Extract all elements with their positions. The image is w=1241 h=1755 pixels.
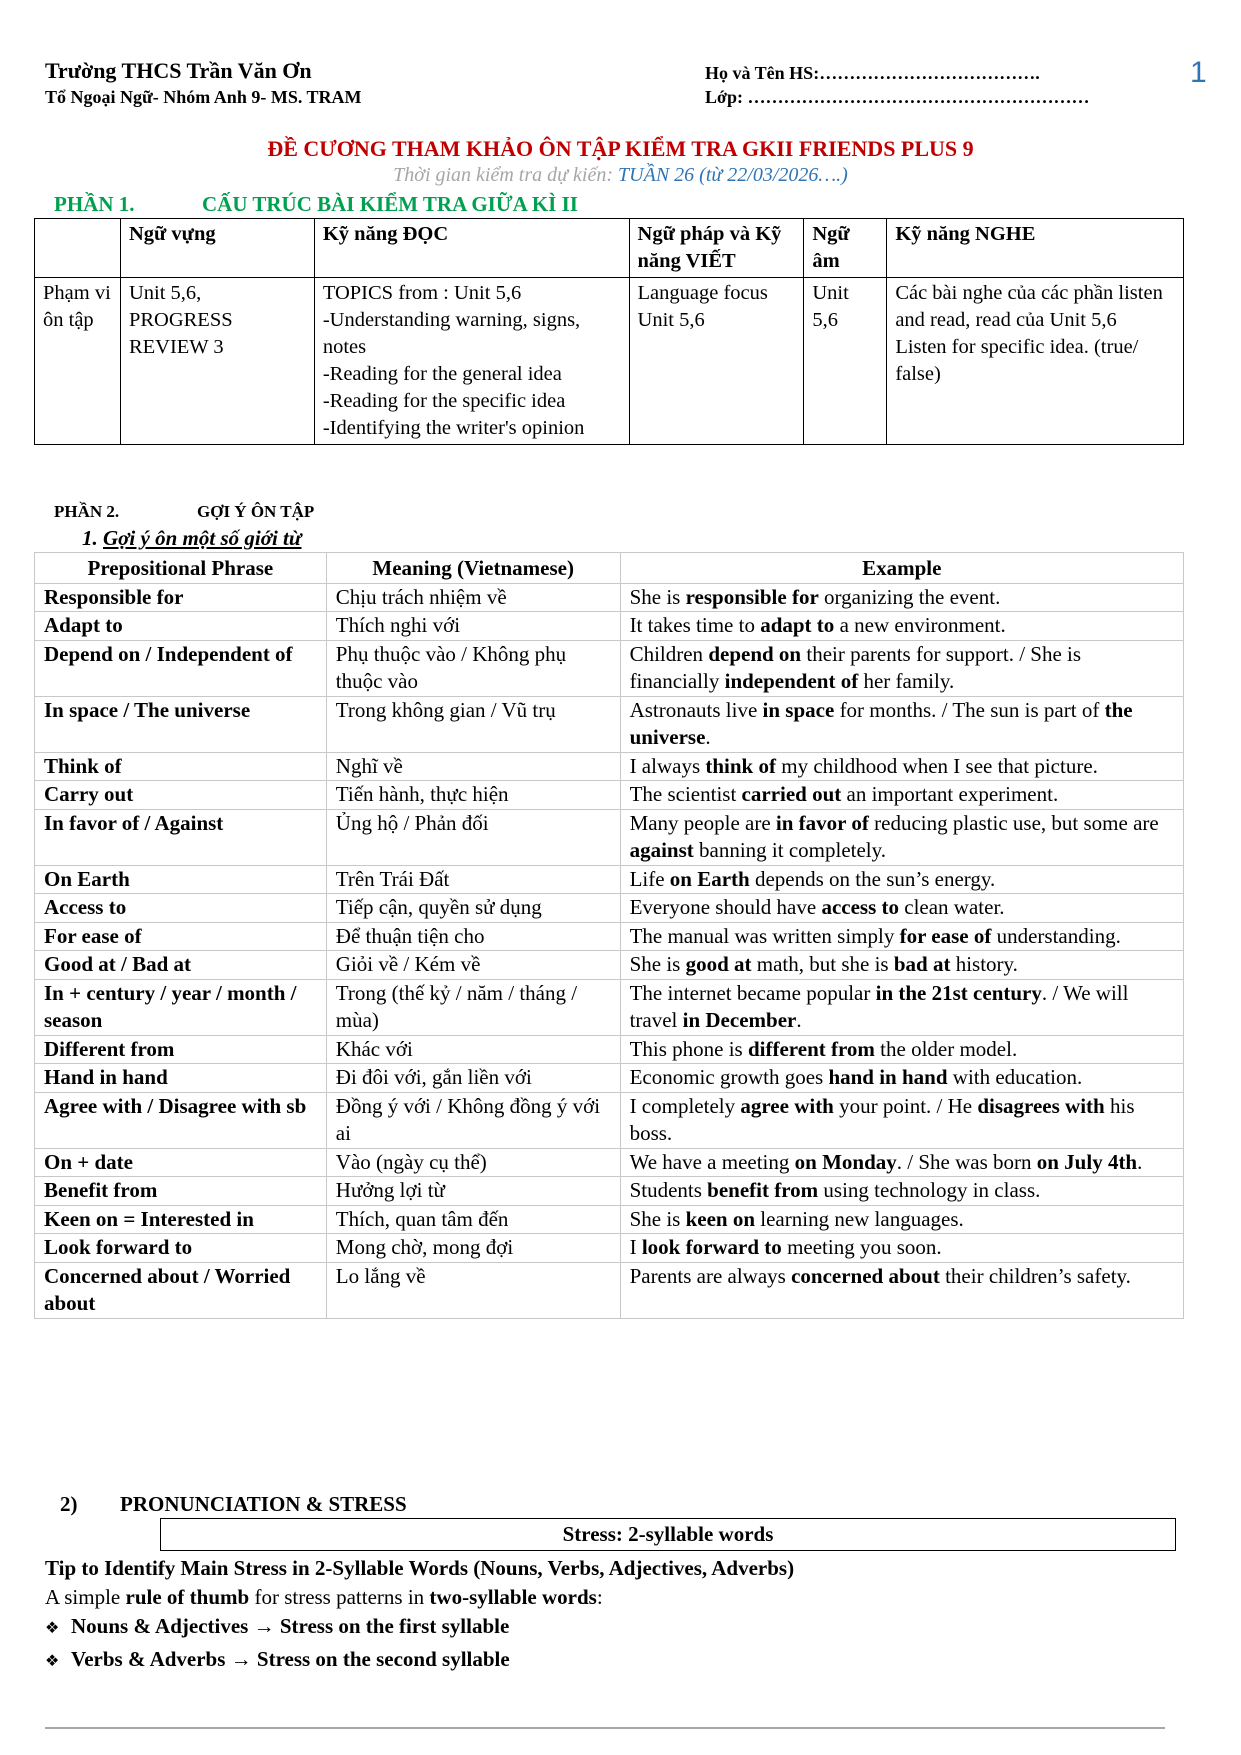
table-row bbox=[35, 781, 1184, 810]
structure-header-cell bbox=[35, 219, 121, 278]
example-cell bbox=[620, 979, 1183, 1035]
text-span: her family. bbox=[858, 669, 955, 693]
text-span: I completely bbox=[629, 1093, 741, 1118]
section-number: 2) bbox=[60, 1492, 78, 1516]
table-row bbox=[35, 894, 1184, 923]
structure-header-row bbox=[35, 219, 1184, 278]
meaning-cell: Chịu trách nhiệm về bbox=[326, 583, 620, 612]
stress-rule-bullet bbox=[45, 1647, 510, 1672]
reading-item: -Identifying the writer's opinion bbox=[322, 417, 585, 439]
text-span: an important experiment. bbox=[841, 782, 1059, 806]
reading-item: -Understanding warning, signs, notes bbox=[322, 309, 581, 358]
text-span: understanding. bbox=[991, 923, 1121, 948]
meaning-cell: Thích, quan tâm đến bbox=[326, 1205, 620, 1234]
meaning-cell: Nghĩ về bbox=[326, 752, 620, 781]
phrase-cell: Keen on = Interested in bbox=[35, 1205, 327, 1234]
phrase-cell: Carry out bbox=[35, 781, 327, 810]
bold-phrase: on Earth bbox=[669, 866, 750, 891]
phrase-cell: Good at / Bad at bbox=[35, 951, 327, 980]
table-row bbox=[35, 583, 1184, 612]
text-span: for stress patterns in bbox=[249, 1585, 430, 1609]
example-cell bbox=[620, 752, 1183, 781]
text-span: She is bbox=[629, 952, 686, 976]
reading-item: -Reading for the specific idea bbox=[322, 390, 566, 412]
student-class-field: Lớp: ………………………………………………… bbox=[705, 87, 1090, 107]
bold-phrase: the universe bbox=[629, 697, 1133, 749]
bold-phrase: look forward to bbox=[641, 1235, 782, 1259]
table-row bbox=[35, 1234, 1184, 1263]
part1-title: CẤU TRÚC BÀI KIỂM TRA GIỮA KÌ II bbox=[202, 192, 578, 216]
meaning-cell: Trong (thế kỷ / năm / tháng / mùa) bbox=[326, 979, 620, 1035]
table-row bbox=[35, 1035, 1184, 1064]
structure-header-cell: Ngữ âm bbox=[804, 219, 887, 278]
diamond-bullet-icon: ❖ bbox=[45, 1618, 60, 1637]
table-row bbox=[35, 1262, 1184, 1318]
text-span: . bbox=[1137, 1149, 1143, 1174]
bold-phrase: two-syllable words bbox=[429, 1585, 597, 1609]
text-span: history. bbox=[950, 952, 1018, 976]
part2-heading bbox=[54, 502, 315, 522]
text-span: their parents for support. / She is financially bbox=[629, 641, 1082, 693]
prep-header-cell: Prepositional Phrase bbox=[35, 553, 327, 584]
exam-structure-table bbox=[34, 218, 1184, 445]
structure-header-cell: Ngữ vựng bbox=[120, 219, 314, 278]
bold-phrase: depend on bbox=[708, 641, 802, 666]
bold-phrase: access to bbox=[821, 895, 899, 919]
reading-item: -Reading for the general idea bbox=[322, 363, 562, 385]
text-span: This phone is bbox=[629, 1036, 748, 1061]
phrase-cell: Access to bbox=[35, 894, 327, 923]
example-cell bbox=[620, 583, 1183, 612]
rule-of-thumb-line bbox=[45, 1585, 603, 1610]
exam-time-line bbox=[0, 164, 1241, 187]
bold-phrase: adapt to bbox=[760, 613, 835, 637]
text-span: for months. / The sun is part of bbox=[834, 697, 1105, 722]
text-span: We have a meeting bbox=[629, 1149, 795, 1174]
bold-phrase: good at bbox=[685, 952, 752, 976]
meaning-cell: Lo lắng về bbox=[326, 1262, 620, 1318]
text-span: a new environment. bbox=[834, 613, 1006, 637]
table-row bbox=[35, 752, 1184, 781]
text-span: . / She was born bbox=[896, 1149, 1037, 1174]
meaning-cell: Mong chờ, mong đợi bbox=[326, 1234, 620, 1263]
phrase-cell: Responsible for bbox=[35, 583, 327, 612]
reading-scope bbox=[314, 278, 629, 445]
text-span: meeting you soon. bbox=[781, 1235, 942, 1259]
student-name-field: Họ và Tên HS:………………………………. bbox=[705, 63, 1040, 83]
phrase-cell: Hand in hand bbox=[35, 1064, 327, 1093]
bold-phrase: in favor of bbox=[775, 810, 869, 835]
table-row bbox=[35, 809, 1184, 865]
text-span: their children’s safety. bbox=[939, 1263, 1131, 1288]
structure-scope-row bbox=[35, 278, 1184, 445]
phrase-cell: Benefit from bbox=[35, 1177, 327, 1206]
pronunciation-heading bbox=[60, 1492, 407, 1517]
meaning-cell: Tiến hành, thực hiện bbox=[326, 781, 620, 810]
prepositions-subheading bbox=[82, 526, 301, 551]
phrase-cell: On Earth bbox=[35, 865, 327, 894]
text-span: . bbox=[796, 1008, 802, 1032]
scope-label: Phạm vi ôn tập bbox=[35, 278, 121, 445]
text-span: The internet became popular bbox=[629, 980, 876, 1005]
text-span: She is bbox=[629, 1206, 686, 1231]
reading-item: TOPICS from : Unit 5,6 bbox=[322, 282, 522, 304]
phrase-cell: In + century / year / month / season bbox=[35, 979, 327, 1035]
meaning-cell: Để thuận tiện cho bbox=[326, 922, 620, 951]
bold-phrase: in space bbox=[762, 697, 835, 722]
subheading-number: 1. bbox=[82, 526, 98, 550]
example-cell bbox=[620, 1205, 1183, 1234]
phrase-cell: Depend on / Independent of bbox=[35, 640, 327, 696]
structure-header-cell: Kỹ năng NGHE bbox=[887, 219, 1184, 278]
phrase-cell: Agree with / Disagree with sb bbox=[35, 1092, 327, 1148]
example-cell bbox=[620, 1035, 1183, 1064]
table-row bbox=[35, 612, 1184, 641]
text-span: . bbox=[705, 725, 711, 749]
meaning-cell: Ủng hộ / Phản đối bbox=[326, 809, 620, 865]
bold-phrase: in the 21st century bbox=[875, 980, 1042, 1005]
structure-header-cell: Ngữ pháp và Kỹ năng VIẾT bbox=[629, 219, 804, 278]
table-row bbox=[35, 1092, 1184, 1148]
phrase-cell: For ease of bbox=[35, 922, 327, 951]
meaning-cell: Tiếp cận, quyền sử dụng bbox=[326, 894, 620, 923]
bold-phrase: benefit from bbox=[707, 1178, 819, 1202]
part2-label: PHẦN 2. bbox=[54, 502, 120, 521]
example-cell bbox=[620, 1148, 1183, 1177]
phrase-cell: On + date bbox=[35, 1148, 327, 1177]
example-cell bbox=[620, 781, 1183, 810]
table-row bbox=[35, 1148, 1184, 1177]
stress-box-title: Stress: 2-syllable words bbox=[160, 1518, 1176, 1551]
table-row bbox=[35, 1064, 1184, 1093]
meaning-cell: Trên Trái Đất bbox=[326, 865, 620, 894]
bold-phrase: bad at bbox=[893, 952, 951, 976]
diamond-bullet-icon: ❖ bbox=[45, 1651, 60, 1670]
bold-phrase: think of bbox=[705, 753, 776, 778]
grammar-scope: Language focus Unit 5,6 bbox=[629, 278, 804, 445]
bold-phrase: disagrees with bbox=[977, 1093, 1105, 1118]
prep-table-body bbox=[35, 583, 1184, 1318]
part1-heading bbox=[54, 192, 578, 217]
stress-rule-bullet bbox=[45, 1614, 509, 1639]
meaning-cell: Trong không gian / Vũ trụ bbox=[326, 696, 620, 752]
example-cell bbox=[620, 1234, 1183, 1263]
meaning-cell: Khác với bbox=[326, 1035, 620, 1064]
meaning-cell: Thích nghi với bbox=[326, 612, 620, 641]
meaning-cell: Hưởng lợi từ bbox=[326, 1177, 620, 1206]
text-span: Life bbox=[629, 866, 670, 891]
example-cell bbox=[620, 865, 1183, 894]
school-name: Trường THCS Trần Văn Ơn bbox=[45, 58, 312, 83]
text-span: banning it completely. bbox=[693, 838, 887, 862]
text-span: Astronauts live bbox=[629, 697, 763, 722]
example-cell bbox=[620, 951, 1183, 980]
text-span: clean water. bbox=[899, 895, 1005, 919]
text-span: Children bbox=[629, 641, 709, 666]
table-row bbox=[35, 951, 1184, 980]
meaning-cell: Đi đôi với, gắn liền với bbox=[326, 1064, 620, 1093]
footer-divider bbox=[45, 1727, 1165, 1729]
bold-phrase: agree with bbox=[740, 1093, 834, 1118]
bold-phrase: rule of thumb bbox=[125, 1585, 250, 1609]
text-span: the older model. bbox=[874, 1036, 1018, 1061]
example-cell bbox=[620, 612, 1183, 641]
table-row bbox=[35, 696, 1184, 752]
department-name: Tổ Ngoại Ngữ- Nhóm Anh 9- MS. TRAM bbox=[45, 87, 362, 107]
stress-rule-text: Verbs & Adverbs → Stress on the second syllable bbox=[71, 1647, 510, 1671]
table-row bbox=[35, 1177, 1184, 1206]
table-row bbox=[35, 922, 1184, 951]
text-span: Parents are always bbox=[629, 1263, 792, 1288]
example-cell bbox=[620, 1262, 1183, 1318]
text-span: with education. bbox=[947, 1065, 1083, 1089]
text-span: I always bbox=[629, 753, 706, 778]
text-span: reducing plastic use, but some are bbox=[868, 810, 1159, 835]
prepositions-table bbox=[34, 552, 1184, 1319]
bold-phrase: keen on bbox=[685, 1206, 756, 1231]
page-number: 1 bbox=[1190, 56, 1207, 89]
example-cell bbox=[620, 894, 1183, 923]
text-span: She is bbox=[629, 584, 686, 609]
example-cell bbox=[620, 640, 1183, 696]
phrase-cell: Different from bbox=[35, 1035, 327, 1064]
part1-label: PHẦN 1. bbox=[54, 192, 135, 216]
subheading-title: Gợi ý ôn một số giới từ bbox=[103, 526, 302, 550]
prep-header-cell: Meaning (Vietnamese) bbox=[326, 553, 620, 584]
text-span: using technology in class. bbox=[818, 1178, 1041, 1202]
bold-phrase: independent of bbox=[724, 669, 859, 693]
text-span: your point. / He bbox=[833, 1093, 978, 1118]
example-cell bbox=[620, 809, 1183, 865]
bold-phrase: carried out bbox=[741, 782, 842, 806]
text-span: organizing the event. bbox=[818, 584, 1001, 609]
text-span: Everyone should have bbox=[629, 895, 822, 919]
text-span: math, but she is bbox=[751, 952, 894, 976]
table-row bbox=[35, 979, 1184, 1035]
example-cell bbox=[620, 696, 1183, 752]
meaning-cell: Phụ thuộc vào / Không phụ thuộc vào bbox=[326, 640, 620, 696]
phrase-cell: In space / The universe bbox=[35, 696, 327, 752]
bold-phrase: for ease of bbox=[899, 923, 992, 948]
bold-phrase: hand in hand bbox=[828, 1065, 948, 1089]
example-cell bbox=[620, 1064, 1183, 1093]
listening-item: Các bài nghe của các phần listen and read, read của Unit 5,6 bbox=[895, 282, 1163, 331]
text-span: Economic growth goes bbox=[629, 1065, 829, 1089]
phrase-cell: Concerned about / Worried about bbox=[35, 1262, 327, 1318]
listening-scope bbox=[887, 278, 1184, 445]
text-span: learning new languages. bbox=[755, 1206, 964, 1231]
example-cell bbox=[620, 922, 1183, 951]
prep-header-row bbox=[35, 553, 1184, 584]
meaning-cell: Đồng ý với / Không đồng ý với ai bbox=[326, 1092, 620, 1148]
text-span: A simple bbox=[45, 1585, 126, 1609]
bold-phrase: responsible for bbox=[685, 584, 819, 609]
stress-tip-heading: Tip to Identify Main Stress in 2-Syllable Words (Nouns, Verbs, Adjectives, Adverbs) bbox=[45, 1556, 795, 1580]
structure-header-cell: Kỹ năng ĐỌC bbox=[314, 219, 629, 278]
text-span: The manual was written simply bbox=[629, 923, 900, 948]
phrase-cell: Think of bbox=[35, 752, 327, 781]
phrase-cell: In favor of / Against bbox=[35, 809, 327, 865]
meaning-cell: Giỏi về / Kém về bbox=[326, 951, 620, 980]
stress-rule-text: Nouns & Adjectives → Stress on the first syllable bbox=[71, 1614, 510, 1638]
text-span: . / We will travel bbox=[629, 980, 1129, 1032]
text-span: The scientist bbox=[629, 782, 742, 806]
bold-phrase: concerned about bbox=[791, 1263, 940, 1288]
bold-phrase: against bbox=[629, 838, 694, 862]
section-title: PRONUNCIATION & STRESS bbox=[120, 1492, 407, 1516]
example-cell bbox=[620, 1177, 1183, 1206]
document-title: ĐỀ CƯƠNG THAM KHẢO ÔN TẬP KIỂM TRA GKII FRIENDS PLUS 9 bbox=[267, 136, 974, 161]
table-row bbox=[35, 640, 1184, 696]
text-span: : bbox=[596, 1585, 603, 1609]
phrase-cell: Adapt to bbox=[35, 612, 327, 641]
bold-phrase: on Monday bbox=[794, 1149, 897, 1174]
prep-header-cell: Example bbox=[620, 553, 1183, 584]
text-span: I bbox=[629, 1235, 642, 1259]
example-cell bbox=[620, 1092, 1183, 1148]
bold-phrase: different from bbox=[747, 1036, 875, 1061]
phrase-cell: Look forward to bbox=[35, 1234, 327, 1263]
table-row bbox=[35, 865, 1184, 894]
exam-time-label: Thời gian kiểm tra dự kiến: bbox=[393, 164, 619, 186]
exam-time-value: TUẦN 26 (từ 22/03/2026….) bbox=[618, 164, 848, 186]
text-span: his boss. bbox=[629, 1093, 1135, 1145]
meaning-cell: Vào (ngày cụ thể) bbox=[326, 1148, 620, 1177]
text-span: depends on the sun’s energy. bbox=[749, 866, 996, 891]
text-span: Students bbox=[629, 1178, 708, 1202]
bold-phrase: in December bbox=[682, 1008, 797, 1032]
table-row bbox=[35, 1205, 1184, 1234]
text-span: my childhood when I see that picture. bbox=[775, 753, 1098, 778]
text-span: It takes time to bbox=[629, 613, 761, 637]
part2-title: GỢI Ý ÔN TẬP bbox=[197, 502, 315, 521]
text-span: Many people are bbox=[629, 810, 776, 835]
vocab-scope: Unit 5,6, PROGRESS REVIEW 3 bbox=[120, 278, 314, 445]
bold-phrase: on July 4th bbox=[1036, 1149, 1138, 1174]
listening-item: Listen for specific idea. (true/ false) bbox=[895, 336, 1139, 385]
phonetics-scope: Unit 5,6 bbox=[804, 278, 887, 445]
